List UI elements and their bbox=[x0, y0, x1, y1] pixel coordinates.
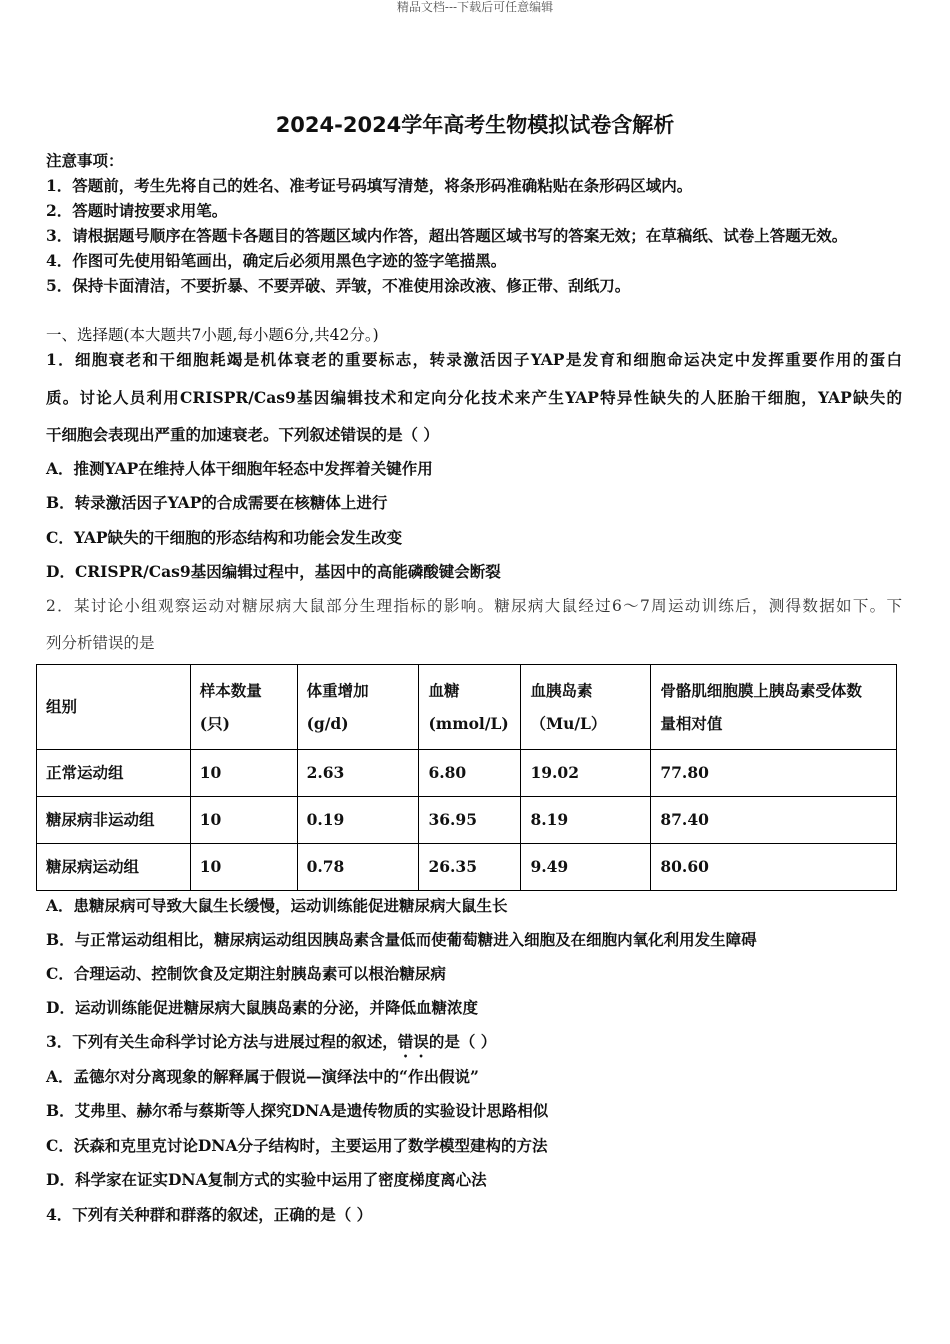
document-title: 2024-2024学年高考生物模拟试卷含解析 bbox=[275, 113, 675, 137]
table-row bbox=[37, 844, 897, 891]
q1-option-d: D．CRISPR/Cas9基因编辑过程中，基因中的高能磷酸键会断裂 bbox=[46, 562, 501, 581]
notice-item-4: 4．作图可先使用铅笔画出，确定后必须用黑色字迹的签字笔描黑。 bbox=[46, 251, 507, 270]
table-cell: 糖尿病运动组 bbox=[37, 844, 191, 891]
table-cell: 2.63 bbox=[297, 750, 419, 797]
table-cell: 10 bbox=[190, 797, 297, 844]
table-cell: 77.80 bbox=[651, 750, 897, 797]
q3-option-b: B．艾弗里、赫尔希与蔡斯等人探究DNA是遗传物质的实验设计思路相似 bbox=[46, 1101, 549, 1120]
table-cell: 87.40 bbox=[651, 797, 897, 844]
q2-option-c: C．合理运动、控制饮食及定期注射胰岛素可以根治糖尿病 bbox=[46, 964, 446, 983]
notice-item-5: 5．保持卡面清洁，不要折暴、不要弄破、弄皱，不准使用涂改液、修正带、刮纸刀。 bbox=[46, 276, 631, 295]
table-cell: 10 bbox=[190, 844, 297, 891]
q1-option-a: A．推测YAP在维持人体干细胞年轻态中发挥着关键作用 bbox=[46, 459, 433, 478]
q1-stem-line-2: 质。讨论人员利用CRISPR/Cas9基因编辑技术和定向分化技术来产生YAP特异性缺失的人胚胎干细胞，YAP缺失的 bbox=[46, 388, 902, 407]
table-header-cell: 体重增加 (g/d) bbox=[297, 665, 419, 750]
q3-stem: 3．下列有关生命科学讨论方法与进展过程的叙述，错误的是（ ） bbox=[46, 1032, 497, 1051]
q2-stem-line-1: 2．某讨论小组观察运动对糖尿病大鼠部分生理指标的影响。糖尿病大鼠经过6〜7周运动训练后，测得数据如下。下 bbox=[46, 597, 902, 615]
table-cell: 0.19 bbox=[297, 797, 419, 844]
table-cell: 8.19 bbox=[521, 797, 651, 844]
table-row bbox=[37, 750, 897, 797]
q1-stem-line-3: 干细胞会表现出严重的加速衰老。下列叙述错误的是（ ） bbox=[46, 425, 439, 444]
table-row bbox=[37, 797, 897, 844]
q3-emphasis-mark: 错误 bbox=[397, 1032, 429, 1051]
table-cell: 糖尿病非运动组 bbox=[37, 797, 191, 844]
q2-stem-line-2: 列分析错误的是 bbox=[46, 634, 155, 652]
table-cell: 0.78 bbox=[297, 844, 419, 891]
q3-option-c: C．沃森和克里克讨论DNA分子结构时，主要运用了数学模型建构的方法 bbox=[46, 1136, 548, 1155]
table-cell: 26.35 bbox=[419, 844, 521, 891]
table-header-cell: 组别 bbox=[37, 665, 191, 750]
q2-option-a: A．患糖尿病可导致大鼠生长缓慢，运动训练能促进糖尿病大鼠生长 bbox=[46, 896, 508, 915]
table-header-cell: 血胰岛素 （Mu/L） bbox=[521, 665, 651, 750]
table-header-row bbox=[37, 665, 897, 750]
table-header-cell: 血糖 (mmol/L) bbox=[419, 665, 521, 750]
table-cell: 80.60 bbox=[651, 844, 897, 891]
table-cell: 6.80 bbox=[419, 750, 521, 797]
q3-option-d: D．科学家在证实DNA复制方式的实验中运用了密度梯度离心法 bbox=[46, 1170, 487, 1189]
table-cell: 10 bbox=[190, 750, 297, 797]
page-header-note: 精品文档---下载后可任意编辑 bbox=[396, 0, 554, 14]
q1-option-c: C．YAP缺失的干细胞的形态结构和功能会发生改变 bbox=[46, 528, 403, 547]
q1-option-b: B．转录激活因子YAP的合成需要在核糖体上进行 bbox=[46, 493, 388, 512]
q2-option-d: D．运动训练能促进糖尿病大鼠胰岛素的分泌，并降低血糖浓度 bbox=[46, 998, 478, 1017]
notice-heading: 注意事项： bbox=[46, 151, 124, 170]
table-cell: 9.49 bbox=[521, 844, 651, 891]
section-heading: 一、选择题(本大题共7小题,每小题6分,共42分。) bbox=[46, 326, 379, 344]
table-header-cell: 样本数量 (只) bbox=[190, 665, 297, 750]
q1-stem-line-1: 1．细胞衰老和干细胞耗竭是机体衰老的重要标志，转录激活因子YAP是发育和细胞命运决定中发挥重要作用的蛋白 bbox=[46, 350, 902, 369]
table-cell: 正常运动组 bbox=[37, 750, 191, 797]
table-cell: 36.95 bbox=[419, 797, 521, 844]
notice-item-3: 3．请根据题号顺序在答题卡各题目的答题区域内作答，超出答题区域书写的答案无效；在草稿纸、试卷上答题无效。 bbox=[46, 226, 848, 245]
notice-item-1: 1．答题前，考生先将自己的姓名、准考证号码填写清楚，将条形码准确粘贴在条形码区域内。 bbox=[46, 176, 693, 195]
table-cell: 19.02 bbox=[521, 750, 651, 797]
data-table bbox=[36, 664, 897, 891]
table-header-cell: 骨骼肌细胞膜上胰岛素受体数 量相对值 bbox=[651, 665, 897, 750]
q2-option-b: B．与正常运动组相比，糖尿病运动组因胰岛素含量低而使葡萄糖进入细胞及在细胞内氧化利用发生障碍 bbox=[46, 930, 757, 949]
q3-option-a: A．孟德尔对分离现象的解释属于假说—演绎法中的“作出假说” bbox=[46, 1067, 479, 1086]
notice-item-2: 2．答题时请按要求用笔。 bbox=[46, 201, 228, 220]
q4-stem: 4．下列有关种群和群落的叙述，正确的是（ ） bbox=[46, 1205, 373, 1224]
